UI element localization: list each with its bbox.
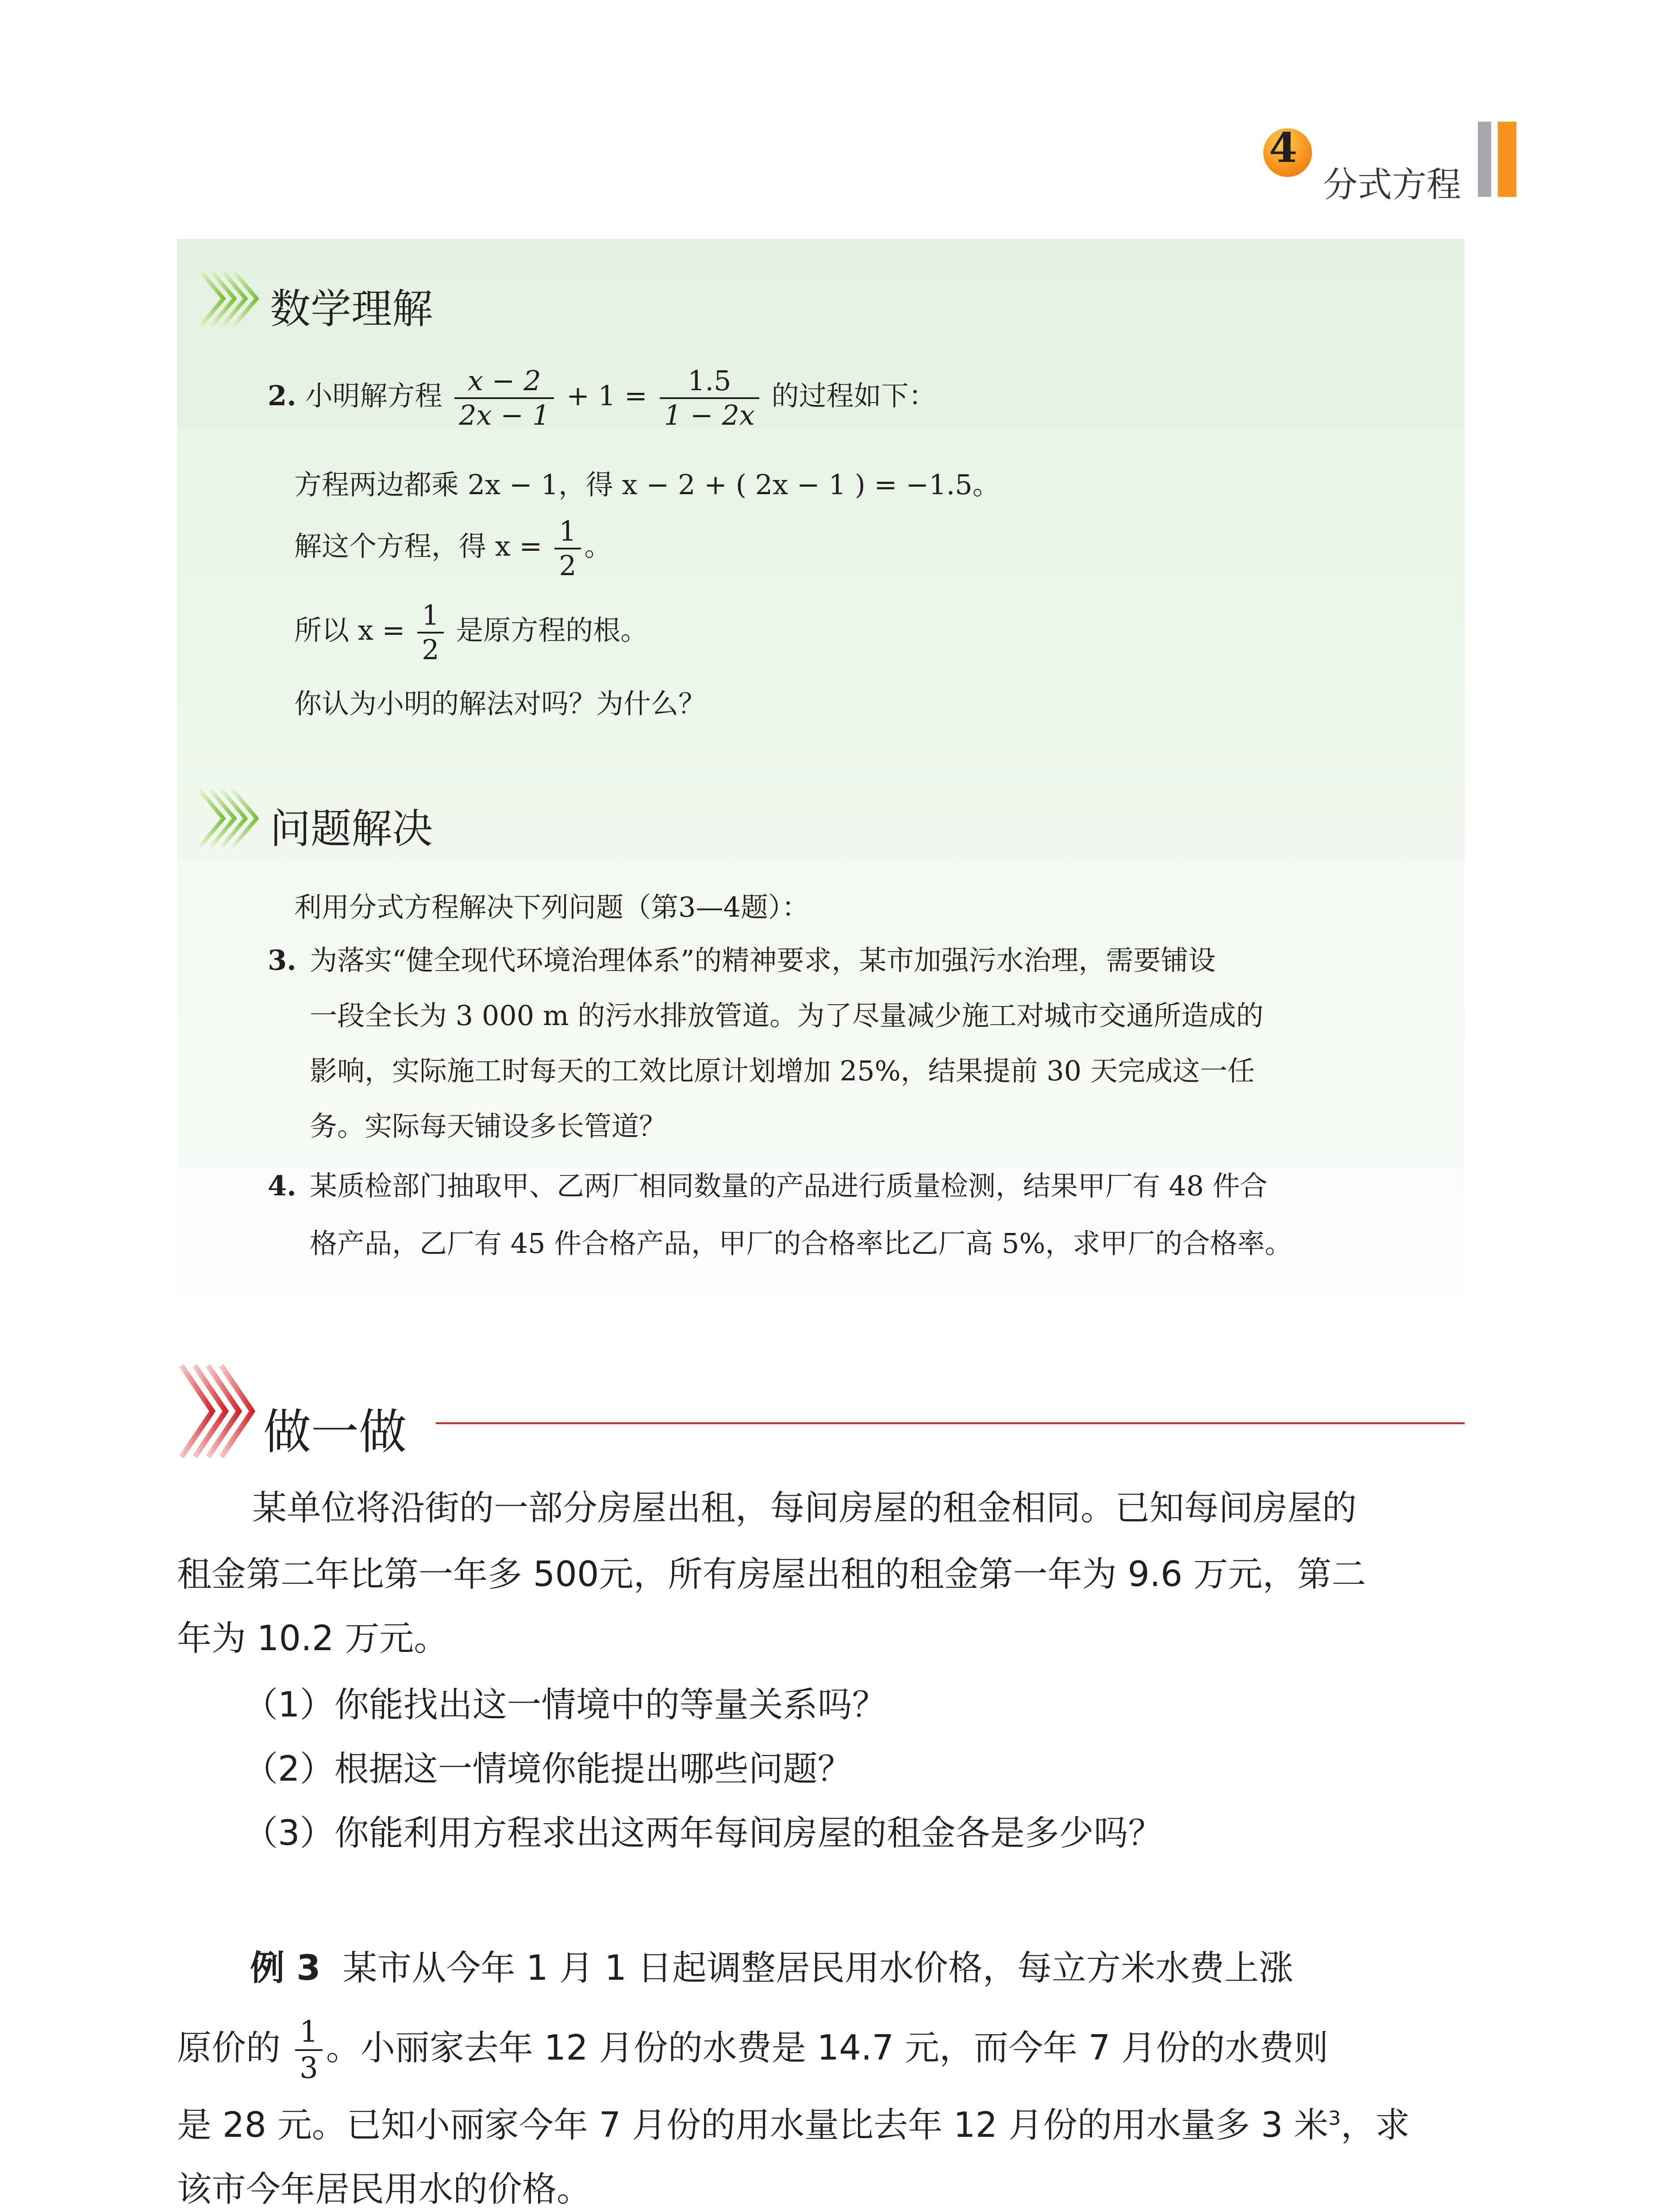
problem-3-line: 一段全长为 3 000 m 的污水排放管道。为了尽量减少施工对城市交通所造成的 [310, 999, 1264, 1032]
example-3-line-4: 该市今年居民用水的价格。 [177, 2170, 592, 2209]
fraction-denominator: 2x − 1 [454, 397, 554, 429]
fraction-numerator: 1.5 [687, 365, 731, 397]
paragraph-line: 租金第二年比第一年多 500元，所有房屋出租的租金第一年为 9.6 万元，第二 [177, 1555, 1366, 1594]
section-divider [436, 1422, 1465, 1424]
green-chevron-icon [195, 785, 263, 852]
solution-step-1: 方程两边都乘 2x − 1，得 x − 2 + ( 2x − 1 ) = −1.5。 [294, 469, 1000, 501]
problem-number: 2. [268, 380, 296, 412]
example-text: 。小丽家去年 12 月份的水费是 14.7 元，而今年 7 月份的水费则 [326, 2028, 1329, 2068]
section-title-zuoyizuo: 做一做 [263, 1405, 407, 1460]
example-3-line-2 [177, 2017, 1328, 2083]
chapter-title: 分式方程 [1323, 165, 1462, 205]
fraction-numerator: 1 [299, 2015, 318, 2049]
fraction [417, 599, 443, 666]
solution-step-3 [294, 599, 648, 666]
problem-2-intro [268, 367, 936, 429]
section-title-problem-solving: 问题解决 [270, 805, 433, 853]
fraction-numerator: 1 [559, 515, 577, 547]
fraction [295, 2017, 323, 2083]
example-text: 原价的 [177, 2028, 281, 2068]
step-text-end: 是原方程的根。 [456, 614, 648, 647]
step-text: 所以 x = [294, 614, 405, 647]
example-3-line-3 [177, 2105, 1410, 2145]
equation-middle: + 1 = [566, 380, 647, 412]
fraction-denominator: 1 − 2x [660, 397, 759, 429]
fraction [454, 367, 554, 429]
example-text: 是 28 元。已知小丽家今年 7 月份的用水量比去年 12 月份的用水量多 3 米 [177, 2105, 1329, 2145]
problem-number: 3. [268, 944, 296, 976]
fraction [554, 515, 581, 582]
problem-solving-intro: 利用分式方程解决下列问题（第3—4题）： [294, 891, 809, 923]
problem-4-line: 格产品，乙厂有 45 件合格产品，甲厂的合格率比乙厂高 5%，求甲厂的合格率。 [310, 1227, 1292, 1260]
example-text: ，求 [1341, 2105, 1410, 2145]
question-item: （2）根据这一情境你能提出哪些问题？ [243, 1749, 852, 1789]
step-text: 解这个方程，得 x = [294, 530, 542, 563]
header-bar-gray [1478, 122, 1491, 197]
chapter-number: 4 [1269, 124, 1297, 172]
problem-3-line: 影响，实际施工时每天的工效比原计划增加 25%，结果提前 30 天完成这一任 [310, 1055, 1255, 1087]
header-bar-orange [1498, 122, 1516, 197]
superscript: 3 [1328, 2107, 1341, 2130]
fraction-denominator: 2 [417, 632, 443, 664]
problem-text: 小明解方程 [305, 380, 442, 412]
fraction-numerator: 1 [422, 599, 439, 631]
section-title-math-understanding: 数学理解 [270, 285, 433, 333]
example-text: 某市从今年 1 月 1 日起调整居民用水价格，每立方米水费上涨 [342, 1948, 1293, 1988]
problem-3-line: 务。实际每天铺设多长管道？ [310, 1110, 667, 1142]
question-item: （3）你能利用方程求出这两年每间房屋的租金各是多少吗？ [243, 1813, 1163, 1853]
fraction [660, 367, 759, 429]
problem-3-line: 为落实“健全现代环境治理体系”的精神要求，某市加强污水治理，需要铺设 [310, 944, 1216, 976]
example-3-line-1 [250, 1948, 1293, 1988]
problem-4-line: 某质检部门抽取甲、乙两厂相同数量的产品进行质量检测，结果甲厂有 48 件合 [310, 1170, 1268, 1202]
red-chevron-icon [177, 1360, 259, 1462]
fraction-numerator: x − 2 [467, 365, 541, 397]
problem-number: 4. [268, 1170, 296, 1202]
solution-step-2 [294, 515, 612, 582]
fraction-denominator: 2 [554, 548, 581, 580]
question-item: （1）你能找出这一情境中的等量关系吗？ [243, 1685, 887, 1725]
problem-text-end: 的过程如下： [771, 380, 936, 412]
step-text-end: 。 [584, 530, 612, 563]
example-label: 例 3 [250, 1948, 321, 1988]
problem-2-question: 你认为小明的解法对吗？为什么？ [294, 687, 706, 720]
paragraph-line: 年为 10.2 万元。 [177, 1619, 449, 1659]
paragraph-line: 某单位将沿街的一部分房屋出租，每间房屋的租金相同。已知每间房屋的 [252, 1488, 1357, 1528]
fraction-denominator: 3 [295, 2049, 323, 2083]
green-chevron-icon [195, 265, 263, 332]
